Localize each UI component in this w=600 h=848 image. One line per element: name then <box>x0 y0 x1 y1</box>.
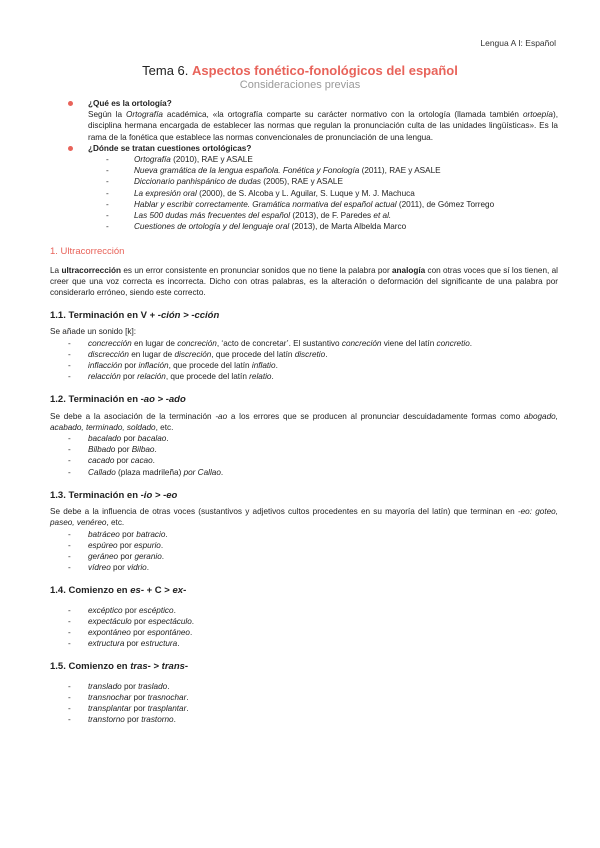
examples-list <box>50 681 558 726</box>
page-subtitle: Consideraciones previas <box>239 79 361 91</box>
sources-list <box>50 154 558 232</box>
bullet-dot-icon <box>68 101 73 106</box>
intro-bullet-ortologia <box>50 98 558 143</box>
bullet-dot-icon <box>68 146 73 151</box>
list-item: - translado por traslado. <box>68 681 170 691</box>
examples-list <box>50 605 558 650</box>
examples-list <box>50 338 558 383</box>
question: ¿Dónde se tratan cuestiones ortológicas? <box>88 143 252 153</box>
subsection-heading: 1.4. Comienzo en es- + C > ex- <box>50 585 187 597</box>
list-item: - vídreo por vidrio. <box>68 563 150 573</box>
subsection-intro: Se añade un sonido [k]: <box>50 327 137 337</box>
subsection-heading: 1.5. Comienzo en tras- > trans- <box>50 661 189 673</box>
section-heading: 1. Ultracorrección <box>50 246 125 258</box>
list-item: - Las 500 dudas más frecuentes del español (2013), de F. Paredes et al. <box>106 211 392 221</box>
list-item: - Callado (plaza madrileña) por Callao. <box>68 467 224 477</box>
list-item: - espúreo por espurio. <box>68 540 164 550</box>
subsection-paragraph: Se debe a la influencia de otras voces (sustantivos y adjetivos cultos procedentes en su mayoría del latín) que terminan en -eo: goteo, paseo, venéreo, etc. <box>50 507 558 528</box>
examples-list <box>50 433 558 478</box>
list-item: - concrección en lugar de concreción, ‘acto de concretar’. El sustantivo concreción viene del latín concretio. <box>68 338 473 348</box>
subsection-heading: 1.3. Terminación en -io > -eo <box>50 489 178 501</box>
list-item: - Cuestiones de ortología y del lenguaje oral (2013), de Marta Albelda Marco <box>106 222 407 232</box>
list-item: - extructura por estructura. <box>68 639 180 649</box>
list-item: - inflacción por inflación, que procede del latín inflatio. <box>68 361 278 371</box>
list-item: - Nueva gramática de la lengua española. Fonética y Fonología (2011), RAE y ASALE <box>106 166 441 176</box>
content <box>50 98 558 725</box>
list-item: - geráneo por geranio. <box>68 551 165 561</box>
list-item: - expontáneo por espontáneo. <box>68 627 193 637</box>
title-prefix: Tema 6. <box>142 63 189 78</box>
list-item: - batráceo por batracio. <box>68 529 168 539</box>
page-title <box>0 63 600 78</box>
subsection-paragraph: Se debe a la asociación de la terminación -ao a los errores que se producen al pronunciar descuidadamente formas como abogado, acabado, terminado, soldado, etc. <box>50 411 558 432</box>
course-header: Lengua A I: Español <box>480 38 556 48</box>
subsection-heading: 1.1. Terminación en V + -ción > -cción <box>50 310 220 322</box>
title-accent: Aspectos fonético-fonológicos del español <box>192 63 458 78</box>
list-item: - expectáculo por espectáculo. <box>68 616 195 626</box>
subsection-heading: 1.2. Terminación en -ao > -ado <box>50 394 186 406</box>
list-item: - Diccionario panhispánico de dudas (2005), RAE y ASALE <box>106 177 343 187</box>
list-item: - excéptico por escéptico. <box>68 605 176 615</box>
section-paragraph: La ultracorrección es un error consistente en pronunciar sonidos que no tiene la palabra por analogía con otras voces que sí los tienen, al creer que una voz correcta es incorrecta. Dicho con otras palabras, es la alteración o deformación del significante de una palabra por considerarlo erróneo, siendo este correcto. <box>50 265 558 298</box>
list-item: - discrección en lugar de discreción, que procede del latín discretio. <box>68 349 328 359</box>
question: ¿Qué es la ortología? <box>88 99 172 108</box>
list-item: - Bilbado por Bilbao. <box>68 445 157 455</box>
list-item: - transplantar por trasplantar. <box>68 703 189 713</box>
list-item: - bacalado por bacalao. <box>68 434 169 444</box>
list-item: - La expresión oral (2000), de S. Alcoba y L. Aguilar, S. Luque y M. J. Machuca <box>106 188 415 198</box>
examples-list <box>50 529 558 574</box>
list-item: - cacado por cacao. <box>68 456 155 466</box>
list-item: - transtorno por trastorno. <box>68 715 176 725</box>
answer: Según la Ortografía académica, «la ortografía comparte su carácter normativo con la ortología (llamada también ortoepía), disciplina hermana encargada de establecer las normas que regulan la pronunciación culta de las unidades lingüísticas». Es la rama de la fonética que establece las normas convencionales de pronunciación de una lengua. <box>88 110 558 142</box>
list-item: - relacción por relación, que procede del latín relatio. <box>68 372 274 382</box>
list-item: - Hablar y escribir correctamente. Gramática normativa del español actual (2011), de Gómez Torrego <box>106 199 495 209</box>
list-item: - Ortografía (2010), RAE y ASALE <box>106 155 253 165</box>
intro-bullet-fuentes <box>50 143 558 154</box>
list-item: - transnochar por trasnochar. <box>68 692 189 702</box>
